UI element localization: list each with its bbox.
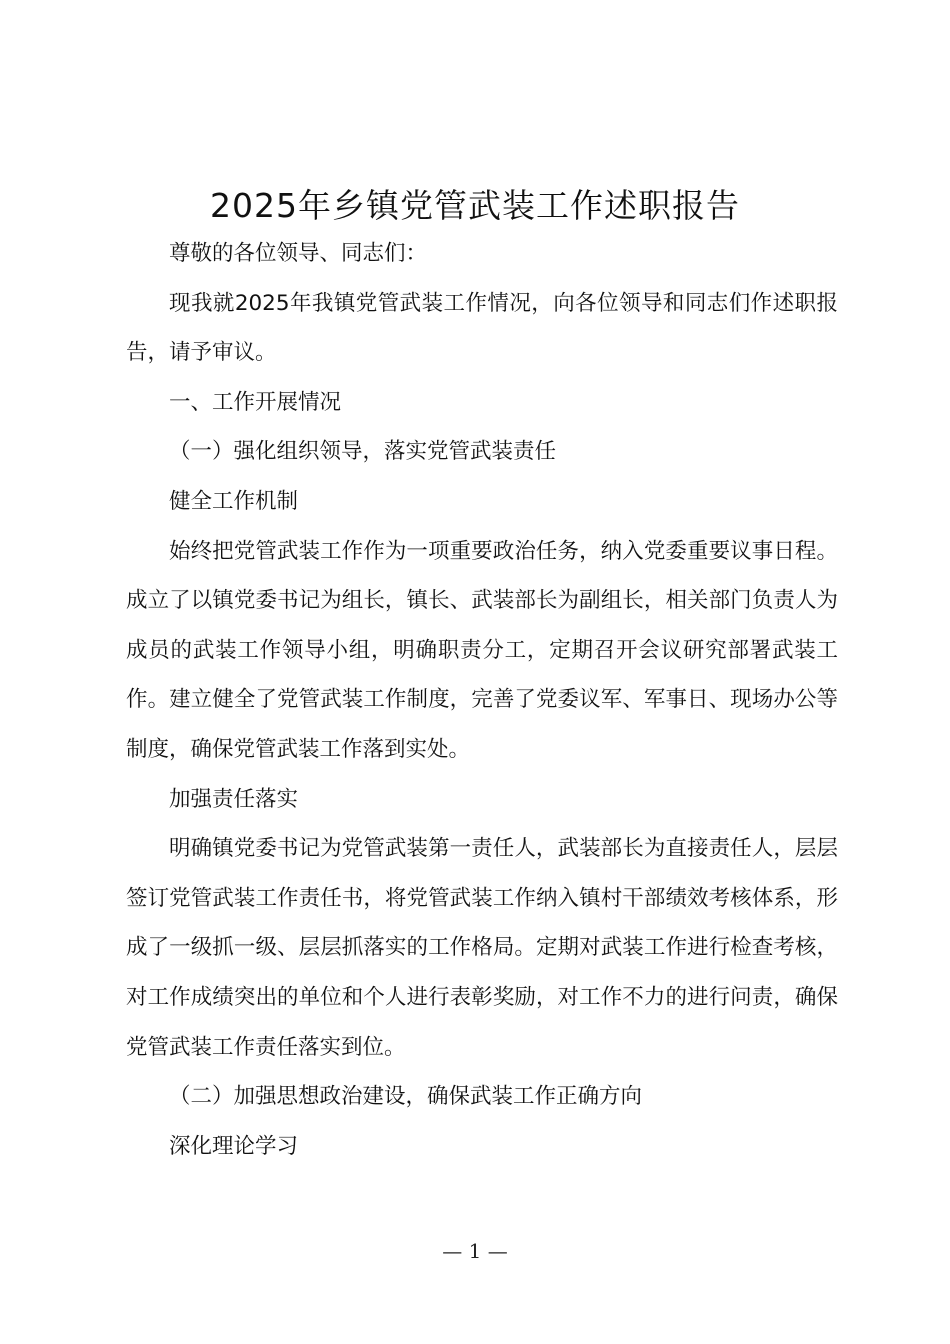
document-title: 2025年乡镇党管武装工作述职报告 (210, 186, 740, 225)
item-heading: 深化理论学习 (169, 1133, 299, 1159)
item-heading: 加强责任落实 (169, 786, 299, 812)
body-paragraph: 明确镇党委书记为党管武装第一责任人，武装部长为直接责任人，层层签订党管武装工作责任书，将党管武装工作纳入镇村干部绩效考核体系，形成了一级抓一级、层层抓落实的工作格局。定期对武装工作进行检查考核，对工作成绩突出的单位和个人进行表彰奖励，对工作不力的进行问责，确保党管武装工作责任落实到位。 (126, 836, 838, 1060)
subsection-heading: （一）强化组织领导，落实党管武装责任 (169, 439, 557, 465)
document-body (126, 229, 838, 1171)
salutation: 尊敬的各位领导、同志们： (169, 241, 428, 266)
subsection-heading: （二）加强思想政治建设，确保武装工作正确方向 (169, 1084, 643, 1110)
body-paragraph: 始终把党管武装工作作为一项重要政治任务，纳入党委重要议事日程。成立了以镇党委书记为组长，镇长、武装部长为副组长，相关部门负责人为成员的武装工作领导小组，明确职责分工，定期召开会议研究部署武装工作。建立健全了党管武装工作制度，完善了党委议军、军事日、现场办公等制度，确保党管武装工作落到实处。 (126, 538, 838, 762)
section-heading: 一、工作开展情况 (169, 389, 342, 415)
intro-paragraph: 现我就2025年我镇党管武装工作情况，向各位领导和同志们作述职报告，请予审议。 (126, 290, 838, 366)
item-heading: 健全工作机制 (169, 488, 299, 514)
page-number: — 1 — (442, 1239, 508, 1263)
